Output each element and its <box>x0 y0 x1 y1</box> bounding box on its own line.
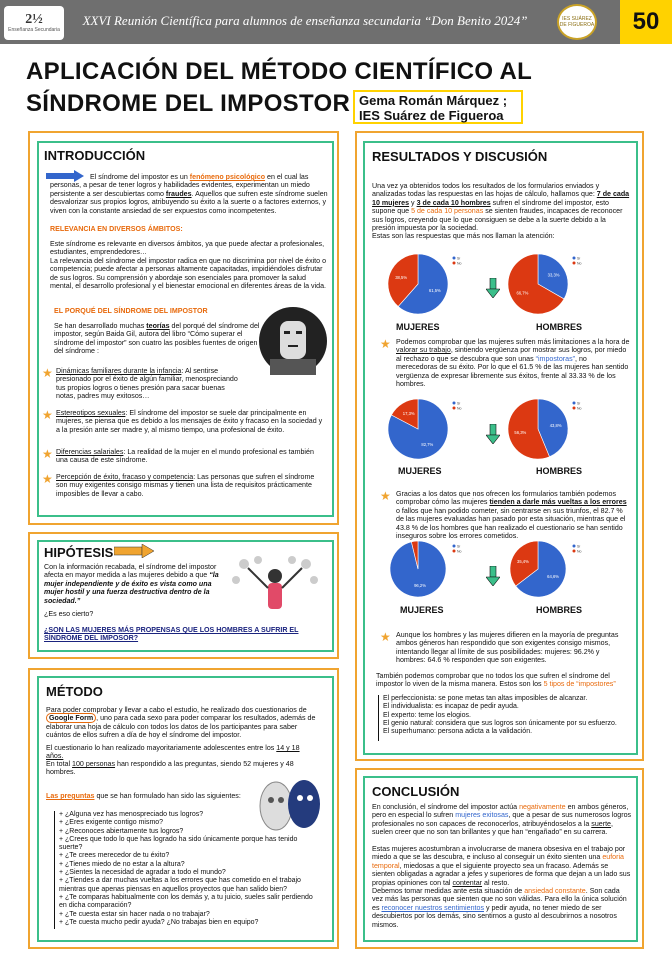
bullet-familiares: Dinámicas familiares durante la infancia: Al sentirse presionado por el éxito de algún familiar, menospreciando tus propios logros o tienes presión para sacar buenas notas, padres muy exitosos… <box>56 367 238 401</box>
logo-text: 2½ <box>25 12 43 27</box>
pie-chart-hombres-2 <box>506 395 586 465</box>
pie-data-label: 56,3% <box>514 430 527 436</box>
star-bullet-icon: ★ <box>42 472 53 486</box>
intro-subheading-porque: EL PORQUÉ DEL SÍNDROME DEL IMPOSTOR <box>54 307 208 315</box>
star-bullet-icon: ★ <box>380 630 391 644</box>
legend-swatch <box>453 402 456 405</box>
pie-data-label: 43,8% <box>549 422 562 428</box>
conclusion-paragraph-1: En conclusión, el síndrome del impostor actúa negativamente en ambos géneros, pero en especial lo sufren mujeres exitosas, que a pesar de sus numerosos logros profesionales no son capaces de reconocerlos, atribuyéndoselos a la suerte, suelen creer que no son tan brillantes y que han “engañado” en su carrera. <box>372 803 632 837</box>
metodo-paragraph-2: El cuestionario lo han realizado mayoritariamente adolescentes entre los 14 y 18 años. <box>46 744 300 761</box>
pie-data-label: 61,5% <box>428 287 441 293</box>
author-school: IES Suárez de Figueroa <box>359 108 504 123</box>
pie-data-label: 82,7% <box>421 441 434 447</box>
resultados-paragraph-2: Podemos comprobar que las mujeres sufren más limitaciones a la hora de valorar su trabajo, sintiendo vergüenza por mostrar sus logros, por miedo al rechazo o que se descubra que son unas “impostoras”, no merecedoras de su éxito. Por lo que el 61.5 % de las mujeres han sentido vergüenza de expresar libremente sus éxitos, frente al 33.33 % de los hombres. <box>396 338 630 389</box>
resultados-heading: RESULTADOS Y DISCUSIÓN <box>372 149 548 164</box>
legend-label: No <box>457 406 462 411</box>
list-item: + ¿Tiendes a dar muchas vueltas a los errores que has cometido en el trabajo mientras que apenas piensas en aquellos proyectos que han salido bien? <box>59 877 301 893</box>
legend-label: Sí <box>457 401 461 406</box>
list-item: + ¿Te cuesta mucho pedir ayuda? ¿No trabajas bien en equipo? <box>59 918 259 926</box>
logo-subtext: Enseñanza Secundaria <box>8 27 60 33</box>
legend-swatch <box>453 262 456 265</box>
intro-paragraph-1: El síndrome del impostor es un fenómeno psicológico en el cual las personas, a pesar de tener logros y habilidades evidentes, experimentan un miedo persistente a ser descubiertas como fraudes. Aquellos que sufren este síndrome suelen desvalorizar sus propios logros, atribuyendo su éxito a la suerte o a factores externos, y viven con la constante ansiedad de ser expuestos como incompetentes. <box>50 173 328 215</box>
list-item: + ¿Reconoces abiertamente tus logros? <box>59 827 184 835</box>
author-box <box>353 90 523 124</box>
woman-juggling-masks-illustration <box>228 556 322 620</box>
label-mujeres: MUJERES <box>400 605 444 615</box>
arrow-down-icon <box>486 566 500 586</box>
legend-label: Sí <box>457 544 461 549</box>
pie-data-label: 35,4% <box>516 559 529 565</box>
pie-chart-mujeres-3 <box>386 538 466 602</box>
pie-data-label: 66,7% <box>516 290 529 296</box>
author-name: Gema Román Márquez ; <box>359 93 508 108</box>
list-item: El superhumano: persona adicta a la validación. <box>383 728 533 736</box>
label-hombres: HOMBRES <box>536 466 583 476</box>
list-item: El genio natural: considera que sus logros son únicamente por su esfuerzo. <box>383 719 617 727</box>
list-item: + ¿Eres exigente contigo mismo? <box>59 819 164 827</box>
legend-swatch <box>573 262 576 265</box>
legend-swatch <box>573 550 576 553</box>
legend-label: No <box>457 549 462 554</box>
pie-data-label: 64,6% <box>547 573 560 579</box>
legend-swatch <box>573 545 576 548</box>
bullet-percepcion: Percepción de éxito, fracaso y competencia: Las personas que sufren el síndrome son muy exigentes consigo mismas y tienen una lista de requisitos prácticamente imposibles de llevar a cabo. <box>56 473 315 498</box>
pie-chart-hombres-1 <box>506 250 586 320</box>
list-item: El experto: teme los elogios. <box>383 711 471 719</box>
intro-paragraph-4: Se han desarrollado muchas teorías del porqué del síndrome del impostor, según Baida Gil, autora del libro “Cómo superar el síndrome del impostor” son cuatro las posibles fuentes de origen del síndrome : <box>54 322 260 356</box>
conclusion-paragraph-3: Debemos tomar medidas ante esta situación de ansiedad constante. Son cada vez más las personas que sienten que no son válidas. Para ello la única solución es reconocer nuestros sentimientos y pedir ayuda, no tener miedo de ser descubiertos por los demás, sino sentirnos a gusto al descubrirnos a nosotros mismos. <box>372 887 627 929</box>
metodo-questions-list <box>54 811 318 929</box>
hipotesis-paragraph: Con la información recabada, el síndrome del impostor afecta en mayor medida a las mujeres debido a que “la mujer independiente y de éxito es vista como una mujer hostil y una fuerza destructiva dentro de la sociedad.” <box>44 563 219 605</box>
pie-data-label: 33,3% <box>547 272 560 278</box>
conclusion-heading: CONCLUSIÓN <box>372 784 460 799</box>
poster-number: 50 <box>620 0 672 44</box>
metodo-paragraph-1: Para poder comprobar y llevar a cabo el estudio, he realizado dos cuestionarios de Google Form , uno para cada sexo para poder comparar los resultados, además de elaborar una hoja de cálculo con todos los datos de los participantes para saber cuántos de ellos sufren a día de hoy el síndrome del impostor. <box>46 706 316 740</box>
legend-swatch <box>453 257 456 260</box>
resultados-paragraph-4: Aunque los hombres y las mujeres difieren en la mayoría de preguntas ambos géneros han respondido que son exigentes consigo mismos, intentando llegar al límite de sus posibilidades: mujeres: 96.2% y hombres: 64.6 % responden que son exigentes. <box>396 631 619 665</box>
list-item: + ¿Te cuesta estar sin hacer nada o no trabajar? <box>59 910 210 918</box>
intro-subheading-relevancia: RELEVANCIA EN DIVERSOS ÁMBITOS: <box>50 225 183 233</box>
hipotesis-heading: HIPÓTESIS <box>44 545 114 560</box>
bullet-salariales: Diferencias salariales: La realidad de la mujer en el mundo profesional es también una causa de este síndrome. <box>56 448 314 465</box>
legend-label: Sí <box>577 544 581 549</box>
list-item: + ¿Crees que todo lo que has logrado ha sido únicamente porque has tenido suerte? <box>59 835 298 852</box>
resultados-paragraph-3: Gracias a los datos que nos ofrecen los formularios también podemos comprobar cómo las mujeres tienden a darle más vueltas a los errores o fallos que han podido cometer, sin centrarse en sus triunfos, el 82.7 % de las mujeres evaluadas han pasado por esta situación, mientras que el 43.8 % de los hombres que han realizado el cuestionario se han sentido inseguros sobre los errores cometidos. <box>396 490 627 541</box>
metodo-heading: MÉTODO <box>46 684 103 699</box>
pie-data-label: 96,2% <box>414 583 426 589</box>
resultados-paragraph-1: Una vez ya obtenidos todos los resultados de los formularios enviados y analizadas todas las respuestas en las hojas de cálculo, hallamos que: 7 de cada 10 mujeres y 3 de cada 10 hombres sufren el síndrome del impostor, esto supone que 5 de cada 10 personas se sienten fraudes, incapaces de reconocer sus logros, creyendo que lo que consiguen se debe a la suerte debido a la presión impuesta por la sociedad. Estas son las respuestas que más nos llaman la atención: <box>372 182 630 241</box>
legend-label: No <box>457 261 462 266</box>
list-item: + ¿Alguna vez has menospreciado tus logros? <box>59 811 204 818</box>
impostor-mask-illustration <box>258 305 328 377</box>
arrow-down-icon <box>486 278 500 298</box>
conclusion-paragraph-2: Estas mujeres acostumbran a involucrarse de manera obsesiva en el trabajo por miedo a que se las descubra, e incluso al conseguir un éxito sienten una euforia temporal, miedosas a que el siguiente proyecto sea un fracaso. Además se sienten obligadas a agradar a jefes y superiores de forma que dejan a un lado sus propias opiniones con tal contentar al resto. <box>372 845 631 887</box>
pie-chart-mujeres-1 <box>386 250 466 320</box>
star-bullet-icon: ★ <box>42 447 53 461</box>
label-mujeres: MUJERES <box>398 466 442 476</box>
list-item: + ¿Tienes miedo de no estar a la altura? <box>59 860 185 868</box>
legend-swatch <box>573 402 576 405</box>
label-mujeres: MUJERES <box>396 322 440 332</box>
metodo-paragraph-4: Las preguntas que se han formulado han sido las siguientes: <box>46 792 241 800</box>
intro-paragraph-2: Este síndrome es relevante en diversos ámbitos, ya que puede afectar a profesionales, estudiantes, emprendedores… <box>50 240 325 257</box>
list-item: + ¿Sientes la necesidad de agradar a todo el mundo? <box>59 869 226 877</box>
legend-label: Sí <box>577 256 581 261</box>
bullet-estereotipos: Estereotipos sexuales: El síndrome del impostor se suele dar principalmente en mujeres, se piensa que es debido a los mensajes de éxito y fracaso en la sociedad y a la presión ante ser madre y, al mismo tiempo, una profesional de éxito. <box>56 409 323 434</box>
legend-swatch <box>453 550 456 553</box>
resultados-paragraph-5: También podemos comprobar que no todos los que sufren el síndrome del impostor lo viven de la misma manera. Estos son los 5 tipos de “impostores” <box>376 672 616 689</box>
list-item: El individualista: es incapaz de pedir ayuda. <box>383 703 519 711</box>
poster-title-line2: SÍNDROME DEL IMPOSTOR <box>26 90 351 117</box>
label-hombres: HOMBRES <box>536 322 583 332</box>
legend-swatch <box>453 407 456 410</box>
star-bullet-icon: ★ <box>42 408 53 422</box>
school-seal <box>557 4 597 40</box>
pie-data-label: 38,5% <box>395 275 408 281</box>
intro-paragraph-3: La relevancia del síndrome del impostor radica en que no discrimina por nivel de éxito o competencia; puede afectar a personas altamente capacitadas, impidiéndoles disfrutar de sus logros. Su comprensión y abordaje son esenciales para promover la salud mental, el desarrollo profesional y el bienestar emocional en diferentes áreas de la vida. <box>50 257 327 291</box>
header-bar <box>0 0 672 44</box>
legend-swatch <box>573 257 576 260</box>
legend-label: Sí <box>457 256 461 261</box>
label-hombres: HOMBRES <box>536 605 583 615</box>
legend-label: Sí <box>577 401 581 406</box>
event-logo <box>4 6 64 40</box>
impostor-types-list <box>378 695 628 741</box>
legend-swatch <box>453 545 456 548</box>
legend-label: No <box>577 261 582 266</box>
list-item: + ¿Te crees merecedor de tu éxito? <box>59 852 170 860</box>
seal-text: IES SUÁREZ DE FIGUEROA <box>559 16 595 28</box>
star-bullet-icon: ★ <box>380 489 391 503</box>
hipotesis-question: ¿Es eso cierto? <box>44 610 94 618</box>
star-bullet-icon: ★ <box>42 366 53 380</box>
event-title: XXVI Reunión Científica para alumnos de enseñanza secundaria “Don Benito 2024” <box>82 13 528 28</box>
legend-swatch <box>573 407 576 410</box>
legend-label: No <box>577 549 582 554</box>
pie-data-label: 17,3% <box>402 411 415 417</box>
hipotesis-main-question: ¿SON LAS MUJERES MÁS PROPENSAS QUE LOS HOMBRES A SUFRIR EL SÍNDROME DEL IMPOSOR? <box>44 626 299 643</box>
intro-heading: INTRODUCCIÓN <box>44 148 146 163</box>
metodo-paragraph-3: En total 100 personas han respondido a las preguntas, siendo 52 mujeres y 48 hombres. <box>46 760 294 777</box>
pie-chart-mujeres-2 <box>386 395 466 465</box>
pie-chart-hombres-3 <box>506 538 586 602</box>
poster-title-line1: APLICACIÓN DEL MÉTODO CIENTÍFICO AL <box>26 58 533 85</box>
star-bullet-icon: ★ <box>380 337 391 351</box>
legend-label: No <box>577 406 582 411</box>
list-item: El perfeccionista: se pone metas tan altas imposibles de alcanzar. <box>383 695 588 702</box>
arrow-right-icon <box>114 544 154 558</box>
list-item: + ¿Te comparas habitualmente con los demás y, a tu juicio, sueles salir perdiendo en dicha comparación? <box>59 893 313 910</box>
arrow-down-icon <box>486 424 500 444</box>
